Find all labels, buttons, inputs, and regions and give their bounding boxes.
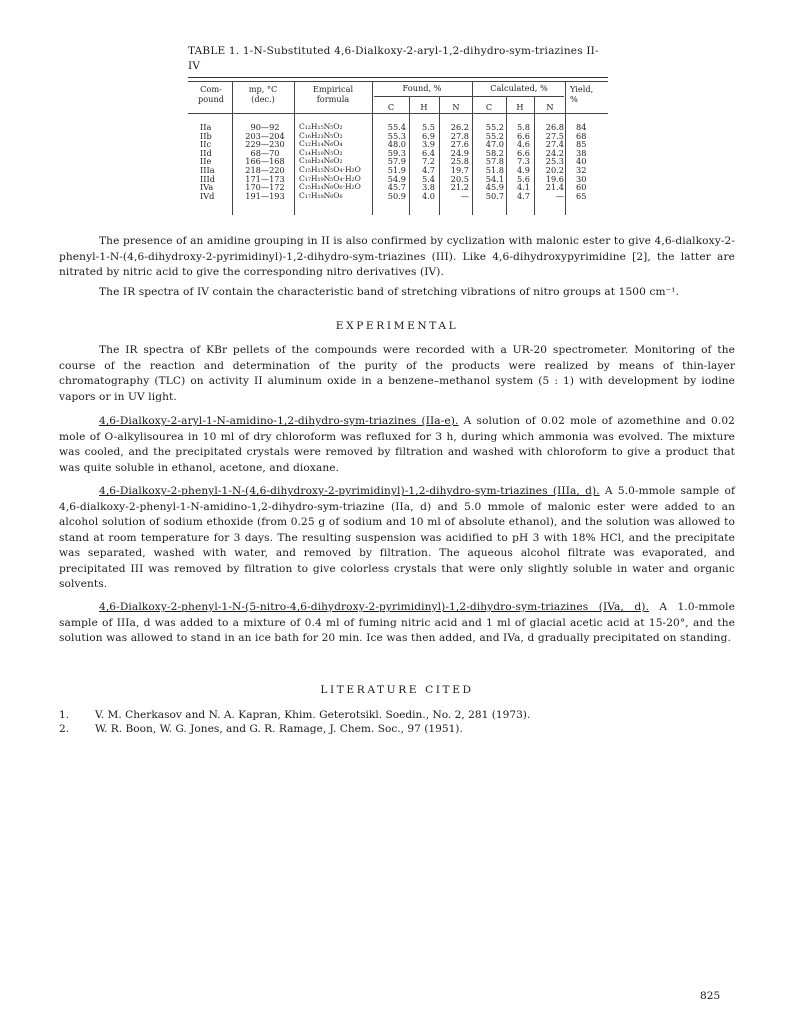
subheader-found-c: C: [387, 102, 395, 112]
subheader-calc-h: H: [516, 102, 524, 112]
reference-item: [59, 722, 735, 737]
reference-number: 2.: [59, 723, 70, 735]
reference-number: 1.: [59, 709, 70, 721]
header-mp: mp, °C (dec.): [248, 84, 278, 104]
col-divider: [506, 97, 507, 215]
found-rule: [374, 96, 564, 97]
procedure-title: 4,6-Dialkoxy-2-aryl-1-N-amidino-1,2-dihydro-sym-triazines (IIa-e).: [99, 415, 459, 427]
col-divider: [409, 97, 410, 215]
column-calc-n: 26.8 27.5 27.4 24.2 25.3 20.2 19.6 21.4 —: [545, 122, 564, 201]
header-bottom-rule: [188, 113, 608, 114]
table-top-rule: [188, 81, 608, 82]
header-yield: Yield, %: [570, 84, 594, 104]
subheader-calc-n: N: [546, 102, 554, 112]
header-compound: Com- pound: [198, 84, 224, 104]
procedure-body: A solution of 0.02 mole of azomethine and 0.02 mole of O-alkylisourea in 10 ml of dry chloroform was refluxed for 3 h, during which ammonia was evolved. The mixture was cooled, and the precipitated crystals were removed by filtration and washed with chloroform to give a product that was quite soluble in ethanol, acetone, and dioxane.: [59, 415, 735, 474]
col-divider: [294, 81, 295, 215]
column-found-c: 55.4 55.3 48.0 59.3 57.9 51.9 54.9 45.7 50.9: [387, 122, 406, 201]
column-compound: IIa IIb IIc IId IIe IIIa IIId IVa IVd: [200, 122, 215, 201]
reference-text: W. R. Boon, W. G. Jones, and G. R. Ramage, J. Chem. Soc., 97 (1951).: [95, 723, 463, 735]
paragraph-methods: The IR spectra of KBr pellets of the compounds were recorded with a UR-20 spectrometer. Monitoring of the course of the reaction and determination of the purity of the products were realized by means of thin-layer chromatography (TLC) on activity II aluminum oxide in a benzene–methanol system (5 : 1) with development by iodine vapors or in UV light.: [59, 344, 735, 403]
header-formula: Empirical formula: [312, 84, 354, 104]
header-calculated: Calculated, %: [490, 83, 548, 93]
column-calc-h: 5.8 6.6 4.6 6.6 7.3 4.9 5.6 4.1 4.7: [516, 122, 530, 201]
paragraph-ir-spectra: The IR spectra of IV contain the characteristic band of stretching vibrations of nitro groups at 1500 cm⁻¹.: [99, 286, 680, 298]
reference-item: [59, 708, 735, 723]
table-caption: TABLE 1. 1-N-Substituted 4,6-Dialkoxy-2-aryl-1,2-dihydro-sym-triazines II-IV: [188, 45, 599, 72]
column-found-h: 5.5 6.9 3.9 6.4 7.2 4.7 5.4 3.8 4.0: [421, 122, 435, 201]
heading-literature-cited: LITERATURE CITED: [320, 684, 474, 696]
procedure-title: 4,6-Dialkoxy-2-phenyl-1-N-(4,6-dihydroxy-2-pyrimidinyl)-1,2-dihydro-sym-triazines (IIIa, d).: [99, 485, 600, 497]
heading-experimental: EXPERIMENTAL: [335, 320, 459, 332]
column-yield: 84 68 85 38 40 32 30 60 65: [576, 122, 587, 201]
subheader-found-h: H: [420, 102, 428, 112]
subheader-calc-c: C: [485, 102, 493, 112]
column-calc-c: 55.2 55.2 47.0 58.2 57.8 51.8 54.1 45.9 50.7: [485, 122, 504, 201]
procedure-title: 4,6-Dialkoxy-2-phenyl-1-N-(5-nitro-4,6-dihydroxy-2-pyrimidinyl)-1,2-dihydro-sym-triazines (IVa, d).: [99, 601, 649, 613]
col-divider: [472, 81, 473, 215]
col-divider: [565, 81, 566, 215]
col-divider: [372, 81, 373, 215]
caption-rule: [188, 77, 608, 78]
column-formula: C₁₂H₁₅N₅O₂ C₁₆H₂₃N₅O₂ C₁₂H₁₄N₆O₄ C₁₄H₁₉N₅O₂ C₁₈H₂₄N₆O₂ C₁₅H₁₅N₅O₄·H₂O C₁₇H₁₉N₅O₄·H₂O C₁₅H₁₄N₆O₆·H₂O C₁₇H₁₈N₆O₆: [299, 122, 361, 200]
col-divider: [439, 97, 440, 215]
procedure-body: A 1.0-mmole sample of IIIa, d was added to a mixture of 0.4 ml of fuming nitric acid and 1 ml of glacial acetic acid at 15-20°, and the solution was allowed to stand in an ice bath for 20 min. Ice was then added, and IVa, d gradually precipitated on standing.: [59, 601, 735, 644]
column-mp: 90—92 203—204 229—230 68—70 166—168 218—220 171—173 170—172 191—193: [245, 122, 285, 201]
column-found-n: 26.2 27.8 27.6 24.9 25.8 19.7 20.5 21.2 —: [450, 122, 469, 201]
paragraph-synthesis-iv: [59, 600, 735, 647]
col-divider: [232, 81, 233, 215]
header-found: Found, %: [402, 83, 442, 93]
paragraph-synthesis-ii: [59, 414, 735, 476]
subheader-found-n: N: [452, 102, 460, 112]
paragraph-synthesis-iii: [59, 484, 735, 593]
page-number: 825: [700, 990, 721, 1002]
col-divider: [534, 97, 535, 215]
reference-text: V. M. Cherkasov and N. A. Kapran, Khim. Geterotsikl. Soedin., No. 2, 281 (1973).: [95, 709, 531, 721]
procedure-body: A 5.0-mmole sample of 4,6-dialkoxy-2-phenyl-1-N-amidino-1,2-dihydro-sym-triazine (IIa, d) and 5.0 mmole of malonic ester were added to an alcohol solution of sodium ethoxide (from 0.25 g of sodium and 10 ml of absolute ethanol), and the solution was allowed to stand at room temperature for 3 days. The resulting suspension was acidified to pH 3 with 18% HCl, and the precipitate was separated, washed with water, and removed by filtration. The aqueous alcohol filtrate was evaporated, and precipitated III was removed by filtration to give colorless crystals that were only slightly soluble in water and organic solvents.: [59, 485, 735, 590]
paragraph-cyclization: The presence of an amidine grouping in II is also confirmed by cyclization with malonic ester to give 4,6-dialkoxy-2-phenyl-1-N-(4,6-dihydroxy-2-pyrimidinyl)-1,2-dihydro-sym-triazines (III). Like 4,6-dihydroxypyrimidine [2], the latter are nitrated by nitric acid to give the corresponding nitro derivatives (IV).: [59, 235, 735, 278]
